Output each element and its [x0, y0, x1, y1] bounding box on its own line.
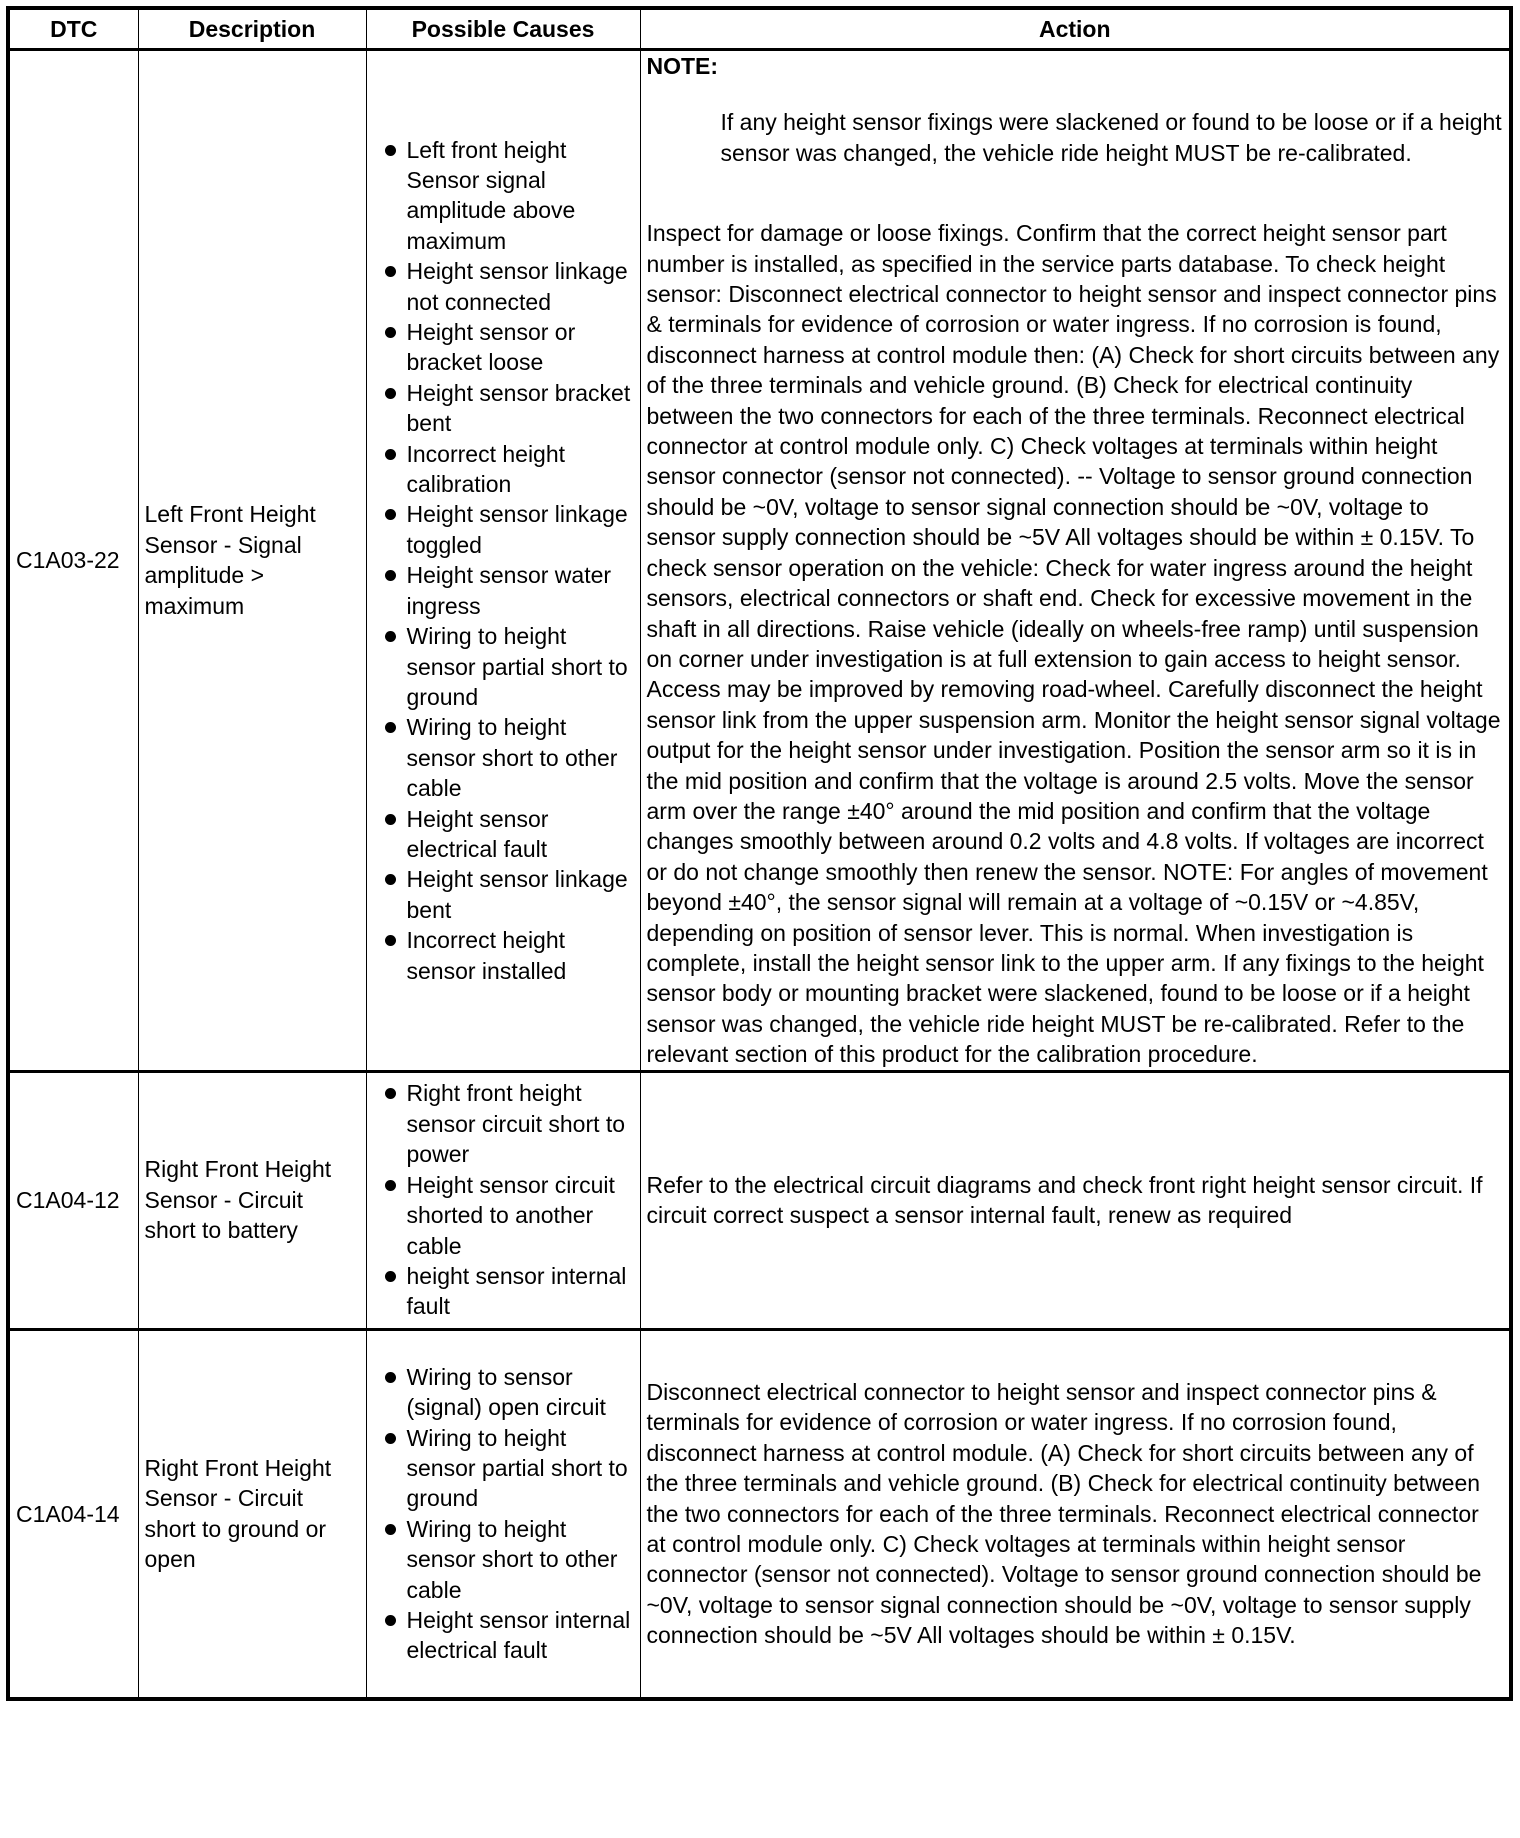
bullet-icon [385, 631, 396, 642]
cause-item: Height sensor water ingress [373, 560, 634, 621]
cause-item: Wiring to height sensor short to other cable [373, 712, 634, 803]
bullet-icon [385, 327, 396, 338]
cause-item: Height sensor linkage bent [373, 864, 634, 925]
cause-item: Height sensor circuit shorted to another cable [373, 1170, 634, 1261]
action-text: Inspect for damage or loose fixings. Confirm that the correct height sensor part number is installed, as specified in the service parts database. To check height sensor: Disconnect electrical connector to height sensor and inspect connector pins & terminals for evidence of corrosion or water ingress. If no corrosion is found, disconnect harness at control module then: (A) Check for short circuits between any of the three terminals and vehicle ground. (B) Check for electrical continuity between the two connectors for each of the three terminals. Reconnect electrical connector at control module only. C) Check voltages at terminals within height sensor connector (sensor not connected). -- Voltage to sensor ground connection should be ~0V, voltage to sensor signal connection should be ~0V, voltage to sensor supply connection should be ~5V All voltages should be within ± 0.15V. To check sensor operation on the vehicle: Check for water ingress around the height sensors, electrical connectors or shaft end. Check for excessive movement in the shaft in all directions. Raise vehicle (ideally on wheels-free ramp) until suspension on corner under investigation is at full extension to gain access to height sensor. Access may be improved by removing road-wheel. Carefully disconnect the height sensor link from the upper suspension arm. Monitor the height sensor signal voltage output for the height sensor under investigation. Position the sensor arm so it is in the mid position and confirm that the voltage is around 2.5 volts. Move the sensor arm over the range ±40° around the mid position and confirm that the voltage changes smoothly between around 0.2 volts and 4.8 volts. If voltages are incorrect or do not change smoothly then renew the sensor. NOTE: For angles of movement beyond ±40°, the sensor signal will remain at a voltage of ~0.15V or ~4.85V, depending on position of sensor lever. This is normal. When investigation is complete, install the height sensor link to the upper arm. If any fixings to the height sensor body or mounting bracket were slackened, found to be loose or if a height sensor was changed, the vehicle ride height MUST be re-calibrated. Refer to the relevant section of this product for the calibration procedure. [646, 220, 1501, 1068]
dtc-description: Right Front Height Sensor - Circuit short to battery [138, 1071, 366, 1329]
bullet-icon [385, 1180, 396, 1191]
cause-item: Wiring to height sensor short to other cable [373, 1514, 634, 1605]
cause-item: Incorrect height calibration [373, 439, 634, 500]
header-dtc: DTC [8, 8, 138, 50]
cause-item: height sensor internal fault [373, 1261, 634, 1322]
bullet-icon [385, 1271, 396, 1282]
note-label: NOTE: [646, 53, 719, 79]
cause-item: Height sensor linkage not connected [373, 256, 634, 317]
cause-item: Wiring to sensor (signal) open circuit [373, 1362, 634, 1423]
bullet-icon [385, 388, 396, 399]
cause-item: Left front height Sensor signal amplitude above maximum [373, 135, 634, 257]
bullet-icon [385, 570, 396, 581]
possible-causes-list [373, 135, 634, 986]
table-header [8, 8, 1511, 50]
header-action: Action [640, 8, 1511, 50]
bullet-icon [385, 449, 396, 460]
header-row [8, 8, 1511, 50]
cause-item: Height sensor or bracket loose [373, 317, 634, 378]
table-row [8, 1071, 1511, 1329]
dtc-code: C1A04-14 [8, 1329, 138, 1699]
bullet-icon [385, 145, 396, 156]
bullet-icon [385, 1372, 396, 1383]
action-text: Disconnect electrical connector to height sensor and inspect connector pins & terminals for evidence of corrosion or water ingress. If no corrosion found, disconnect harness at control module. (A) Check for short circuits between any of the three terminals and vehicle ground. (B) Check for electrical continuity between the two connectors for each of the three terminals. Reconnect electrical connector at control module only. C) Check voltages at terminals within height sensor connector (sensor not connected). Voltage to sensor ground connection should be ~0V, voltage to sensor signal connection should be ~0V, voltage to sensor supply connection should be ~5V All voltages should be within ± 0.15V. [646, 1379, 1482, 1649]
bullet-icon [385, 874, 396, 885]
dtc-code: C1A03-22 [8, 50, 138, 1072]
cause-item: Wiring to height sensor partial short to ground [373, 1423, 634, 1514]
cause-item: Height sensor electrical fault [373, 804, 634, 865]
cause-item: Right front height sensor circuit short to power [373, 1078, 634, 1169]
bullet-icon [385, 509, 396, 520]
table-row [8, 1329, 1511, 1699]
action-cell [640, 1071, 1511, 1329]
bullet-icon [385, 814, 396, 825]
bullet-icon [385, 722, 396, 733]
cause-item: Height sensor internal electrical fault [373, 1605, 634, 1666]
bullet-icon [385, 935, 396, 946]
dtc-description: Right Front Height Sensor - Circuit short to ground or open [138, 1329, 366, 1699]
bullet-icon [385, 1615, 396, 1626]
table-row [8, 50, 1511, 1072]
bullet-icon [385, 1524, 396, 1535]
bullet-icon [385, 266, 396, 277]
action-text: Refer to the electrical circuit diagrams and check front right height sensor circuit. If circuit correct suspect a sensor internal fault, renew as required [646, 1171, 1483, 1229]
cause-item: Height sensor linkage toggled [373, 499, 634, 560]
dtc-code: C1A04-12 [8, 1071, 138, 1329]
action-cell [640, 50, 1511, 1072]
bullet-icon [385, 1433, 396, 1444]
header-possible-causes: Possible Causes [366, 8, 640, 50]
bullet-icon [385, 1088, 396, 1099]
possible-causes-cell [366, 50, 640, 1072]
header-description: Description [138, 8, 366, 50]
table-body [8, 50, 1511, 1700]
action-cell [640, 1329, 1511, 1699]
possible-causes-cell [366, 1071, 640, 1329]
cause-item: Incorrect height sensor installed [373, 925, 634, 986]
possible-causes-list [373, 1362, 634, 1666]
note-text: If any height sensor fixings were slackened or found to be loose or if a height sensor was changed, the vehicle ride height MUST be re-calibrated. [720, 109, 1502, 166]
cause-item: Wiring to height sensor partial short to ground [373, 621, 634, 712]
cause-item: Height sensor bracket bent [373, 378, 634, 439]
possible-causes-list [373, 1078, 634, 1321]
possible-causes-cell [366, 1329, 640, 1699]
dtc-table [6, 6, 1513, 1701]
dtc-description: Left Front Height Sensor - Signal amplitude > maximum [138, 50, 366, 1072]
